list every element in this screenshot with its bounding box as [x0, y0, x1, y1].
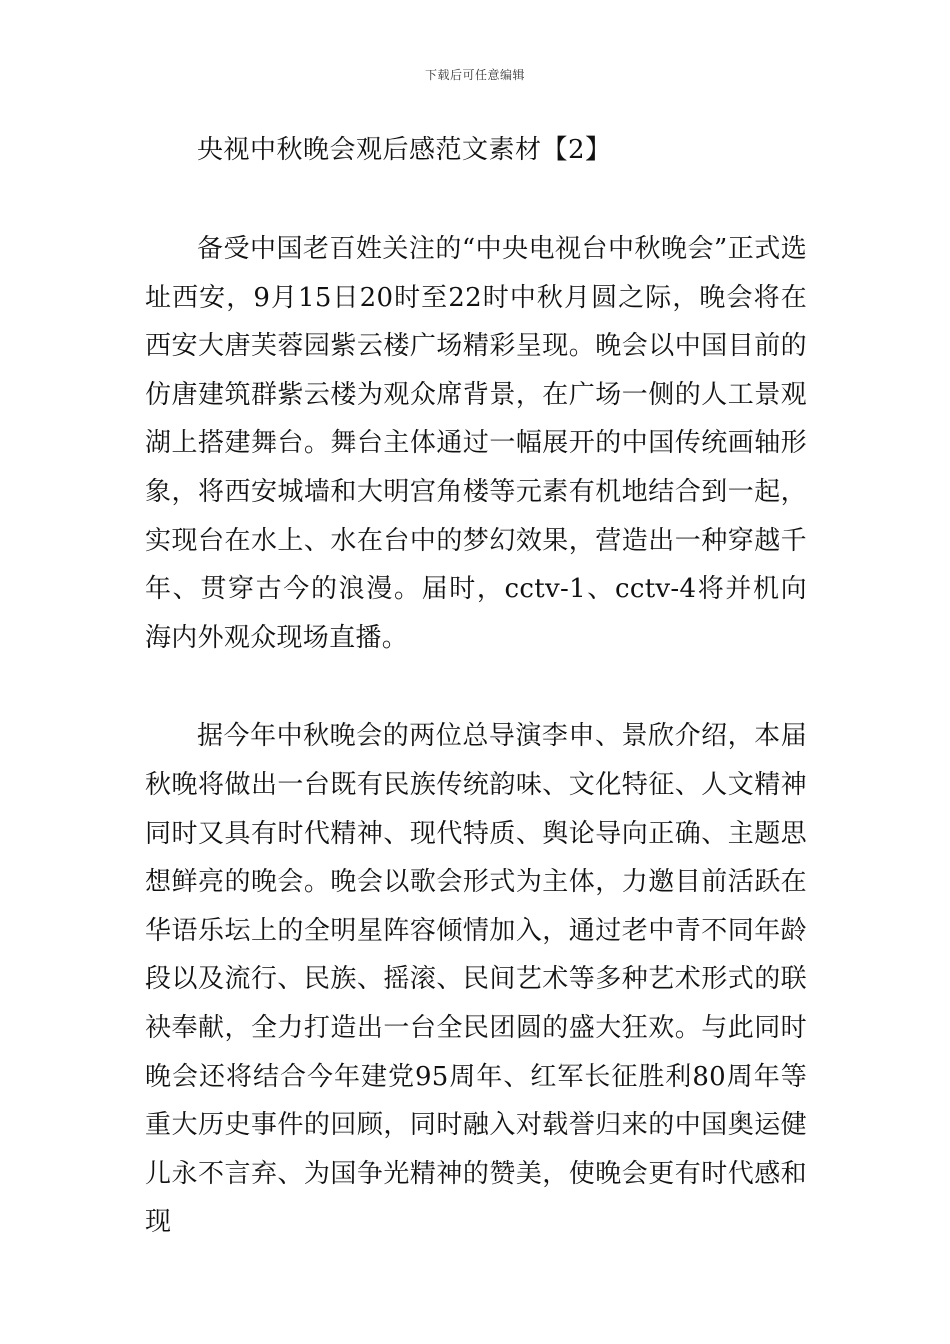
document-title: 央视中秋晚会观后感范文素材【2】 [197, 135, 612, 165]
page-header-note: 下载后可任意编辑 [424, 68, 525, 82]
paragraph-2: 据今年中秋晚会的两位总导演李申、景欣介绍，本届秋晚将做出一台既有民族传统韵味、文化特征、人文精神同时又具有时代精神、现代特质、舆论导向正确、主题思想鲜亮的晚会。晚会以歌会形式为主体，力邀目前活跃在华语乐坛上的全明星阵容倾情加入，通过老中青不同年龄段以及流行、民族、摇滚、民间艺术等多种艺术形式的联袂奉献，全力打造出一台全民团圆的盛大狂欢。与此同时晚会还将结合今年建党95周年、红军长征胜利80周年等重大历史事件的回顾，同时融入对载誉归来的中国奥运健儿永不言弃、为国争光精神的赞美，使晚会更有时代感和现 [145, 721, 807, 1238]
paragraph-1: 备受中国老百姓关注的“中央电视台中秋晚会”正式选址西安，9月15日20时至22时中秋月圆之际，晚会将在西安大唐芙蓉园紫云楼广场精彩呈现。晚会以中国目前的仿唐建筑群紫云楼为观众席背景，在广场一侧的人工景观湖上搭建舞台。舞台主体通过一幅展开的中国传统画轴形象，将西安城墙和大明宫角楼等元素有机地结合到一起，实现台在水上、水在台中的梦幻效果，营造出一种穿越千年、贯穿古今的浪漫。届时，cctv-1、cctv-4将并机向海内外观众现场直播。 [145, 234, 807, 653]
document-body [145, 128, 807, 1247]
